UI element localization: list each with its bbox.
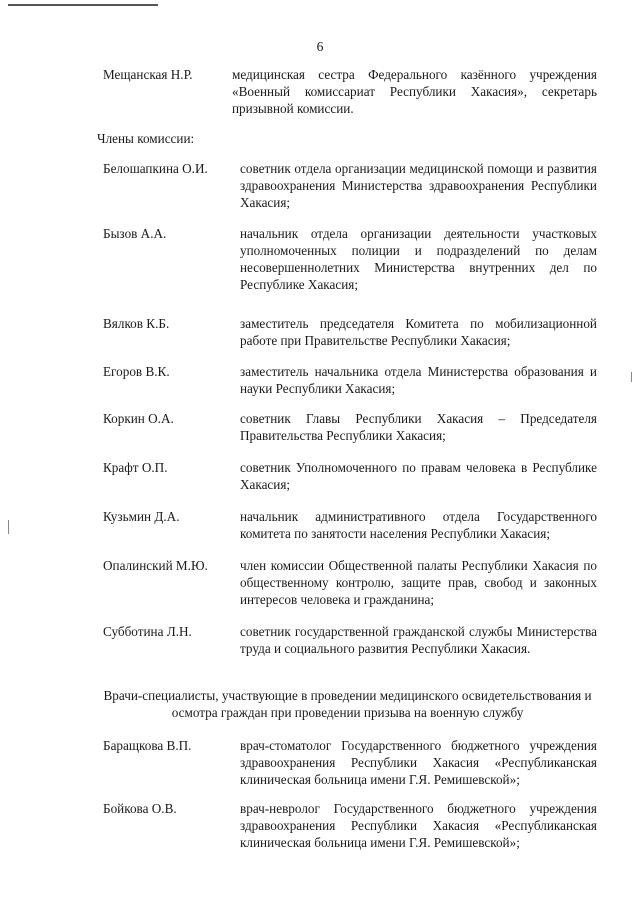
member-desc: советник Уполномоченного по правам человека в Республике Хакасия; [240, 460, 597, 492]
member-name: Белошапкина О.И. [103, 161, 208, 176]
doctor-name: Баращкова В.П. [103, 738, 192, 753]
member-desc: заместитель председателя Комитета по мобилизационной работе при Правительстве Республики Хакасия; [240, 316, 597, 348]
page-number: 6 [316, 39, 324, 54]
member-name: Опалинский М.Ю. [103, 558, 208, 573]
member-name: Коркин О.А. [103, 411, 174, 426]
members-label: Члены комиссии: [97, 131, 195, 146]
member-name: Субботина Л.Н. [103, 624, 192, 639]
scan-mark [8, 520, 9, 534]
secretary-name: Мещанская Н.Р. [103, 67, 193, 82]
member-name: Бызов А.А. [103, 226, 167, 241]
member-name: Вялков К.Б. [103, 316, 170, 331]
top-rule [8, 4, 158, 6]
member-desc: заместитель начальника отдела Министерства образования и науки Республики Хакасия; [240, 364, 597, 396]
doctor-desc: врач-невролог Государственного бюджетного учреждения здравоохранения Республики Хакасия «Республиканская клиническая больница имени Г.Я. Ремишевской»; [240, 801, 597, 850]
scan-mark [631, 372, 632, 382]
member-desc: начальник административного отдела Государственного комитета по занятости населения Республики Хакасия; [240, 509, 597, 541]
member-desc: советник Главы Республики Хакасия – Председателя Правительства Республики Хакасия; [240, 411, 597, 443]
doctor-desc: врач-стоматолог Государственного бюджетного учреждения здравоохранения Республики Хакасия «Республиканская клиническая больница имени Г.Я. Ремишевской»; [240, 738, 597, 787]
doctors-heading: Врачи-специалисты, участвующие в проведении медицинского освидетельствования и осмотра граждан при проведении призыва на военную службу [103, 688, 592, 720]
member-desc: советник государственной гражданской службы Министерства труда и социального развития Республики Хакасия. [240, 624, 597, 656]
member-name: Крафт О.П. [103, 460, 168, 475]
secretary-desc: медицинская сестра Федерального казённого учреждения «Военный комиссариат Республики Хакасия», секретарь призывной комиссии. [232, 67, 597, 116]
member-name: Егоров В.К. [103, 364, 170, 379]
member-name: Кузьмин Д.А. [103, 509, 180, 524]
doctor-name: Бойкова О.В. [103, 801, 177, 816]
member-desc: начальник отдела организации деятельности участковых уполномоченных полиции и подразделений по делам несовершеннолетних Министерства внутренних дел по Республике Хакасия; [240, 226, 597, 292]
member-desc: член комиссии Общественной палаты Республики Хакасия по общественному контролю, защите прав, свобод и законных интересов человека и гражданина; [240, 558, 597, 607]
member-desc: советник отдела организации медицинской помощи и развития здравоохранения Министерства здравоохранения Республики Хакасия; [240, 161, 597, 210]
